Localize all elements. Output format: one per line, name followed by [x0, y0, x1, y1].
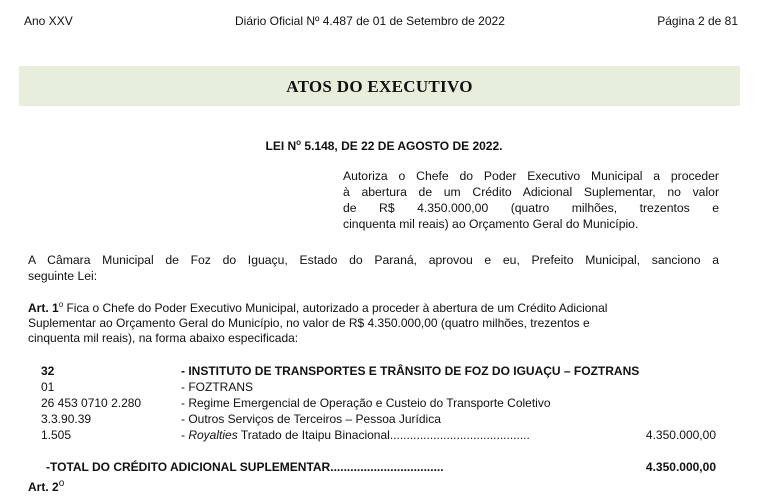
article-1-label-sup: o	[58, 300, 64, 309]
gazette-title: Diário Oficial Nº 4.487 de 01 de Setembro de 2022	[235, 14, 505, 28]
issue-year: Ano XXV	[24, 14, 73, 28]
preamble-line: seguinte Lei:	[28, 269, 98, 283]
law-preamble	[28, 252, 719, 284]
budget-code: 32	[41, 364, 55, 378]
total-label-text: -TOTAL DO CRÉDITO ADICIONAL SUPLEMENTAR	[46, 460, 331, 474]
article-1-label: Art. 1	[28, 301, 59, 315]
budget-code: 1.505	[41, 428, 72, 442]
dot-leader: ..........................................	[389, 428, 530, 442]
article-2-label-sup: o	[58, 478, 65, 489]
law-title	[0, 138, 768, 153]
section-banner	[19, 66, 740, 106]
budget-code: 26 453 0710 2.280	[41, 396, 142, 410]
law-title-prefix: LEI N	[265, 139, 297, 153]
article-2-label: Art. 2	[28, 480, 59, 494]
article-1-text: Fica o Chefe do Poder Executivo Municipal, autorizado a proceder à abertura de um Crédito Adicional	[63, 301, 608, 315]
law-ementa	[343, 168, 719, 232]
budget-amount: 4.350.000,00	[645, 428, 716, 442]
dot-leader: ..................................	[330, 460, 444, 474]
article-1-line: Suplementar ao Orçamento Geral do Município, no valor de R$ 4.350.000,00 (quatro milhões, trezentos e	[28, 316, 590, 330]
article-1	[28, 297, 719, 346]
royalties-italic: Royalties	[188, 428, 238, 442]
budget-description: - Royalties Tratado de Itaipu Binacional..........................................	[181, 428, 530, 442]
ementa-line: à abertura de um Crédito Adicional Suplementar, no valor	[343, 185, 719, 199]
budget-code: 3.3.90.39	[41, 412, 92, 426]
law-title-rest: 5.148, DE 22 DE AGOSTO DE 2022.	[301, 139, 503, 153]
ementa-line: de R$ 4.350.000,00 (quatro milhões, trezentos e	[343, 201, 719, 215]
budget-description-text: Tratado de Itaipu Binacional	[237, 428, 390, 442]
article-2-cut	[28, 478, 65, 496]
section-title: ATOS DO EXECUTIVO	[286, 77, 473, 96]
article-1-line	[28, 297, 719, 316]
article-1-line: cinquenta mil reais), na forma abaixo especificada:	[28, 331, 299, 345]
ementa-line: cinquenta mil reais) ao Orçamento Geral do Município.	[343, 217, 639, 231]
budget-description: - Outros Serviços de Terceiros – Pessoa Jurídica	[181, 412, 441, 426]
total-amount: 4.350.000,00	[645, 460, 716, 474]
law-title-sup: o	[296, 138, 302, 147]
ementa-line: Autoriza o Chefe do Poder Executivo Municipal a proceder	[343, 169, 719, 183]
budget-code: 01	[41, 380, 55, 394]
budget-description: - FOZTRANS	[181, 380, 253, 394]
page-number: Página 2 de 81	[657, 14, 738, 28]
budget-description: - INSTITUTO DE TRANSPORTES E TRÂNSITO DE FOZ DO IGUAÇU – FOZTRANS	[181, 364, 640, 378]
total-label	[46, 460, 444, 474]
preamble-line: A Câmara Municipal de Foz do Iguaçu, Estado do Paraná, aprovou e eu, Prefeito Municipal, sanciono a	[28, 253, 719, 267]
budget-description: - Regime Emergencial de Operação e Custeio do Transporte Coletivo	[181, 396, 551, 410]
